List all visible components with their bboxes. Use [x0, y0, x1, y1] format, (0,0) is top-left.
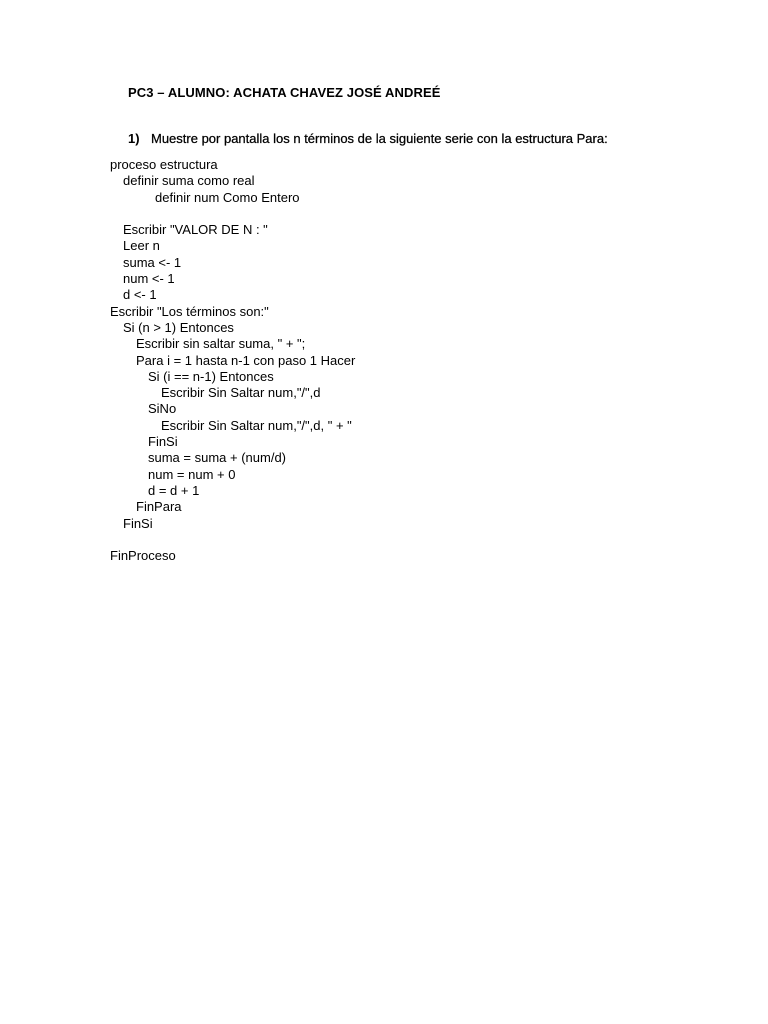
code-line: suma = suma + (num/d) — [148, 450, 286, 466]
code-line: num = num + 0 — [148, 466, 236, 482]
code-line: suma <- 1 — [123, 254, 182, 270]
code-line — [110, 532, 355, 548]
code-line: Escribir Sin Saltar num,"/",d, " + " — [161, 417, 352, 433]
code-line: Escribir Sin Saltar num,"/",d — [161, 385, 321, 401]
code-line: definir num Como Entero — [155, 189, 300, 205]
code-line: proceso estructura — [110, 157, 218, 172]
code-line: d = d + 1 — [148, 482, 200, 498]
code-line: Si (i == n-1) Entonces — [148, 368, 274, 384]
question-number: 1) — [128, 131, 140, 146]
document-title: PC3 – ALUMNO: ACHATA CHAVEZ JOSÉ ANDREÉ — [128, 85, 441, 100]
code-line — [110, 206, 355, 222]
code-line: Si (n > 1) Entonces — [123, 319, 234, 335]
code-line: definir suma como real — [123, 173, 255, 189]
code-line: Escribir sin saltar suma, " + "; — [136, 336, 306, 352]
code-line: Para i = 1 hasta n-1 con paso 1 Hacer — [136, 352, 356, 368]
code-line: Leer n — [123, 238, 160, 254]
code-line: SiNo — [148, 401, 177, 417]
code-line: FinSi — [148, 434, 178, 450]
code-line: num <- 1 — [123, 271, 175, 287]
code-line: d <- 1 — [123, 287, 157, 303]
pseudocode-block — [110, 157, 355, 564]
code-line: Escribir "VALOR DE N : " — [123, 222, 268, 238]
code-line: FinSi — [123, 515, 153, 531]
code-line: Escribir "Los términos son:" — [110, 303, 269, 319]
question-heading — [128, 131, 608, 146]
question-text: Muestre por pantalla los n términos de la siguiente serie con la estructura Para: — [151, 131, 608, 146]
code-line: FinPara — [136, 499, 182, 515]
code-line: FinProceso — [110, 548, 176, 564]
